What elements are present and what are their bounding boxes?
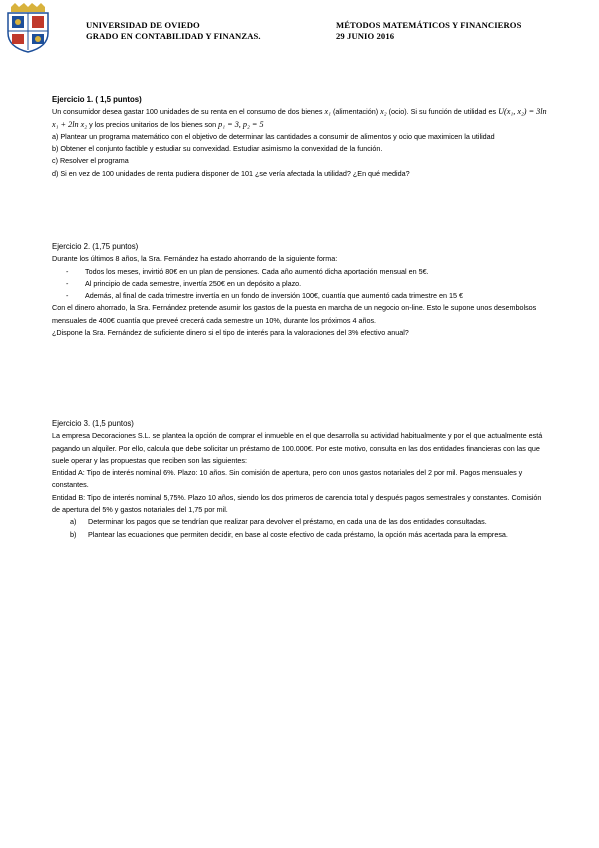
exercise-1-statement: Un consumidor desea gastar 100 unidades de su renta en el consumo de dos bienes x₁ (alimentación) x₂ (ocio). Si su función de utilidad es U(x₁, x₂) = 3ln x₁ + 2ln x₂ y los precios unitarios de los bienes son p₁ = 3, p₂ = 5 — [52, 107, 547, 129]
exercise-3 — [52, 418, 550, 541]
header-left — [86, 20, 261, 42]
list-item: - Al principio de cada semestre, invertía 250€ en un depósito a plazo. — [66, 278, 302, 288]
university-crest-logo — [3, 3, 53, 53]
exercise-1-part-c: c) Resolver el programa — [52, 156, 129, 166]
exercise-1-part-d: d) Si en vez de 100 unidades de renta pudiera disponer de 101 ¿se vería afectada la utilidad? ¿En qué medida? — [52, 168, 410, 178]
exercise-1-part-b: b) Obtener el conjunto factible y estudiar su convexidad. Estudiar asimismo la convexidad de la función. — [52, 144, 383, 154]
list-item: a) Determinar los pagos que se tendrían que realizar para devolver el préstamo, en cada una de las dos entidades consultadas. — [70, 517, 487, 527]
savings-list — [52, 266, 550, 303]
exercise-1 — [52, 94, 550, 180]
exercise-2-intro: Durante los últimos 8 años, la Sra. Fernández ha estado ahorrando de la siguiente forma: — [52, 254, 338, 264]
list-item: - Todos los meses, invirtió 80€ en un plan de pensiones. Cada año aumentó dicha aportación mensual en 5€. — [66, 266, 429, 276]
list-item: - Además, al final de cada trimestre invertía en un fondo de inversión 100€, cuantía que aumentó cada trimestre en 15 € — [66, 291, 463, 301]
degree-name: GRADO EN CONTABILIDAD Y FINANZAS. — [86, 31, 261, 41]
list-item: b) Plantear las ecuaciones que permiten decidir, en base al coste efectivo de cada préstamo, la opción más acertada para la empresa. — [70, 529, 508, 539]
exercise-2-title: Ejercicio 2. (1,75 puntos) — [52, 242, 139, 251]
utility-function: U(x₁, x₂) = 3ln x₁ + 2ln x₂ — [52, 107, 547, 129]
exercise-1-title: Ejercicio 1. ( 1,5 puntos) — [52, 95, 142, 104]
exercise-2-paragraph: Con el dinero ahorrado, la Sra. Fernández pretende asumir los gastos de la puesta en marcha de un negocio on-line. Esto le supone unos desembolsos mensuales de 400€ cuantía que preveé crecerá cada semestre un 10%, durante los próximos 4 años. — [52, 303, 537, 325]
entidad-a: Entidad A: Tipo de interés nominal 6%. Plazo: 10 años. Sin comisión de apertura, pero con unos gastos notariales del 2 por mil. Pagos mensuales y constantes. — [52, 468, 523, 490]
exercise-3-title: Ejercicio 3. (1,5 puntos) — [52, 419, 134, 428]
exercise-2 — [52, 241, 550, 339]
entidad-b: Entidad B: Tipo de interés nominal 5,75%. Plazo 10 años, siendo los dos primeros de carencia total y después pagos semestrales y constantes. Comisión de apertura del 5% y gastos notariales del 1,75 por mil. — [52, 492, 542, 515]
university-name: UNIVERSIDAD DE OVIEDO — [86, 20, 200, 30]
exam-date: 29 JUNIO 2016 — [336, 31, 395, 41]
exercise-1-part-a: a) Plantear un programa matemático con el objetivo de determinar las cantidades a consumir de alimentos y ocio que maximicen la utilidad — [52, 131, 495, 141]
course-name: MÉTODOS MATEMÁTICOS Y FINANCIEROS — [336, 20, 522, 30]
exercise-3-questions — [52, 516, 550, 541]
unit-prices: p₁ = 3, p₂ = 5 — [218, 119, 264, 129]
exercise-3-paragraph: La empresa Decoraciones S.L. se plantea la opción de comprar el inmueble en el que desarrolla su actividad habitualmente y por el que actualmente está pagando un alquiler. Por ello, calcula que debe solicitar un préstamo de 100.000€. Por este motivo, consulta en las dos entidades financieras con las que suele operar y las propuestas que reciben son las siguientes: — [52, 431, 543, 465]
header-right — [336, 20, 521, 42]
exercise-2-question: ¿Dispone la Sra. Fernández de suficiente dinero si el tipo de interés para la valoraciones del 3% efectivo anual? — [52, 328, 409, 338]
